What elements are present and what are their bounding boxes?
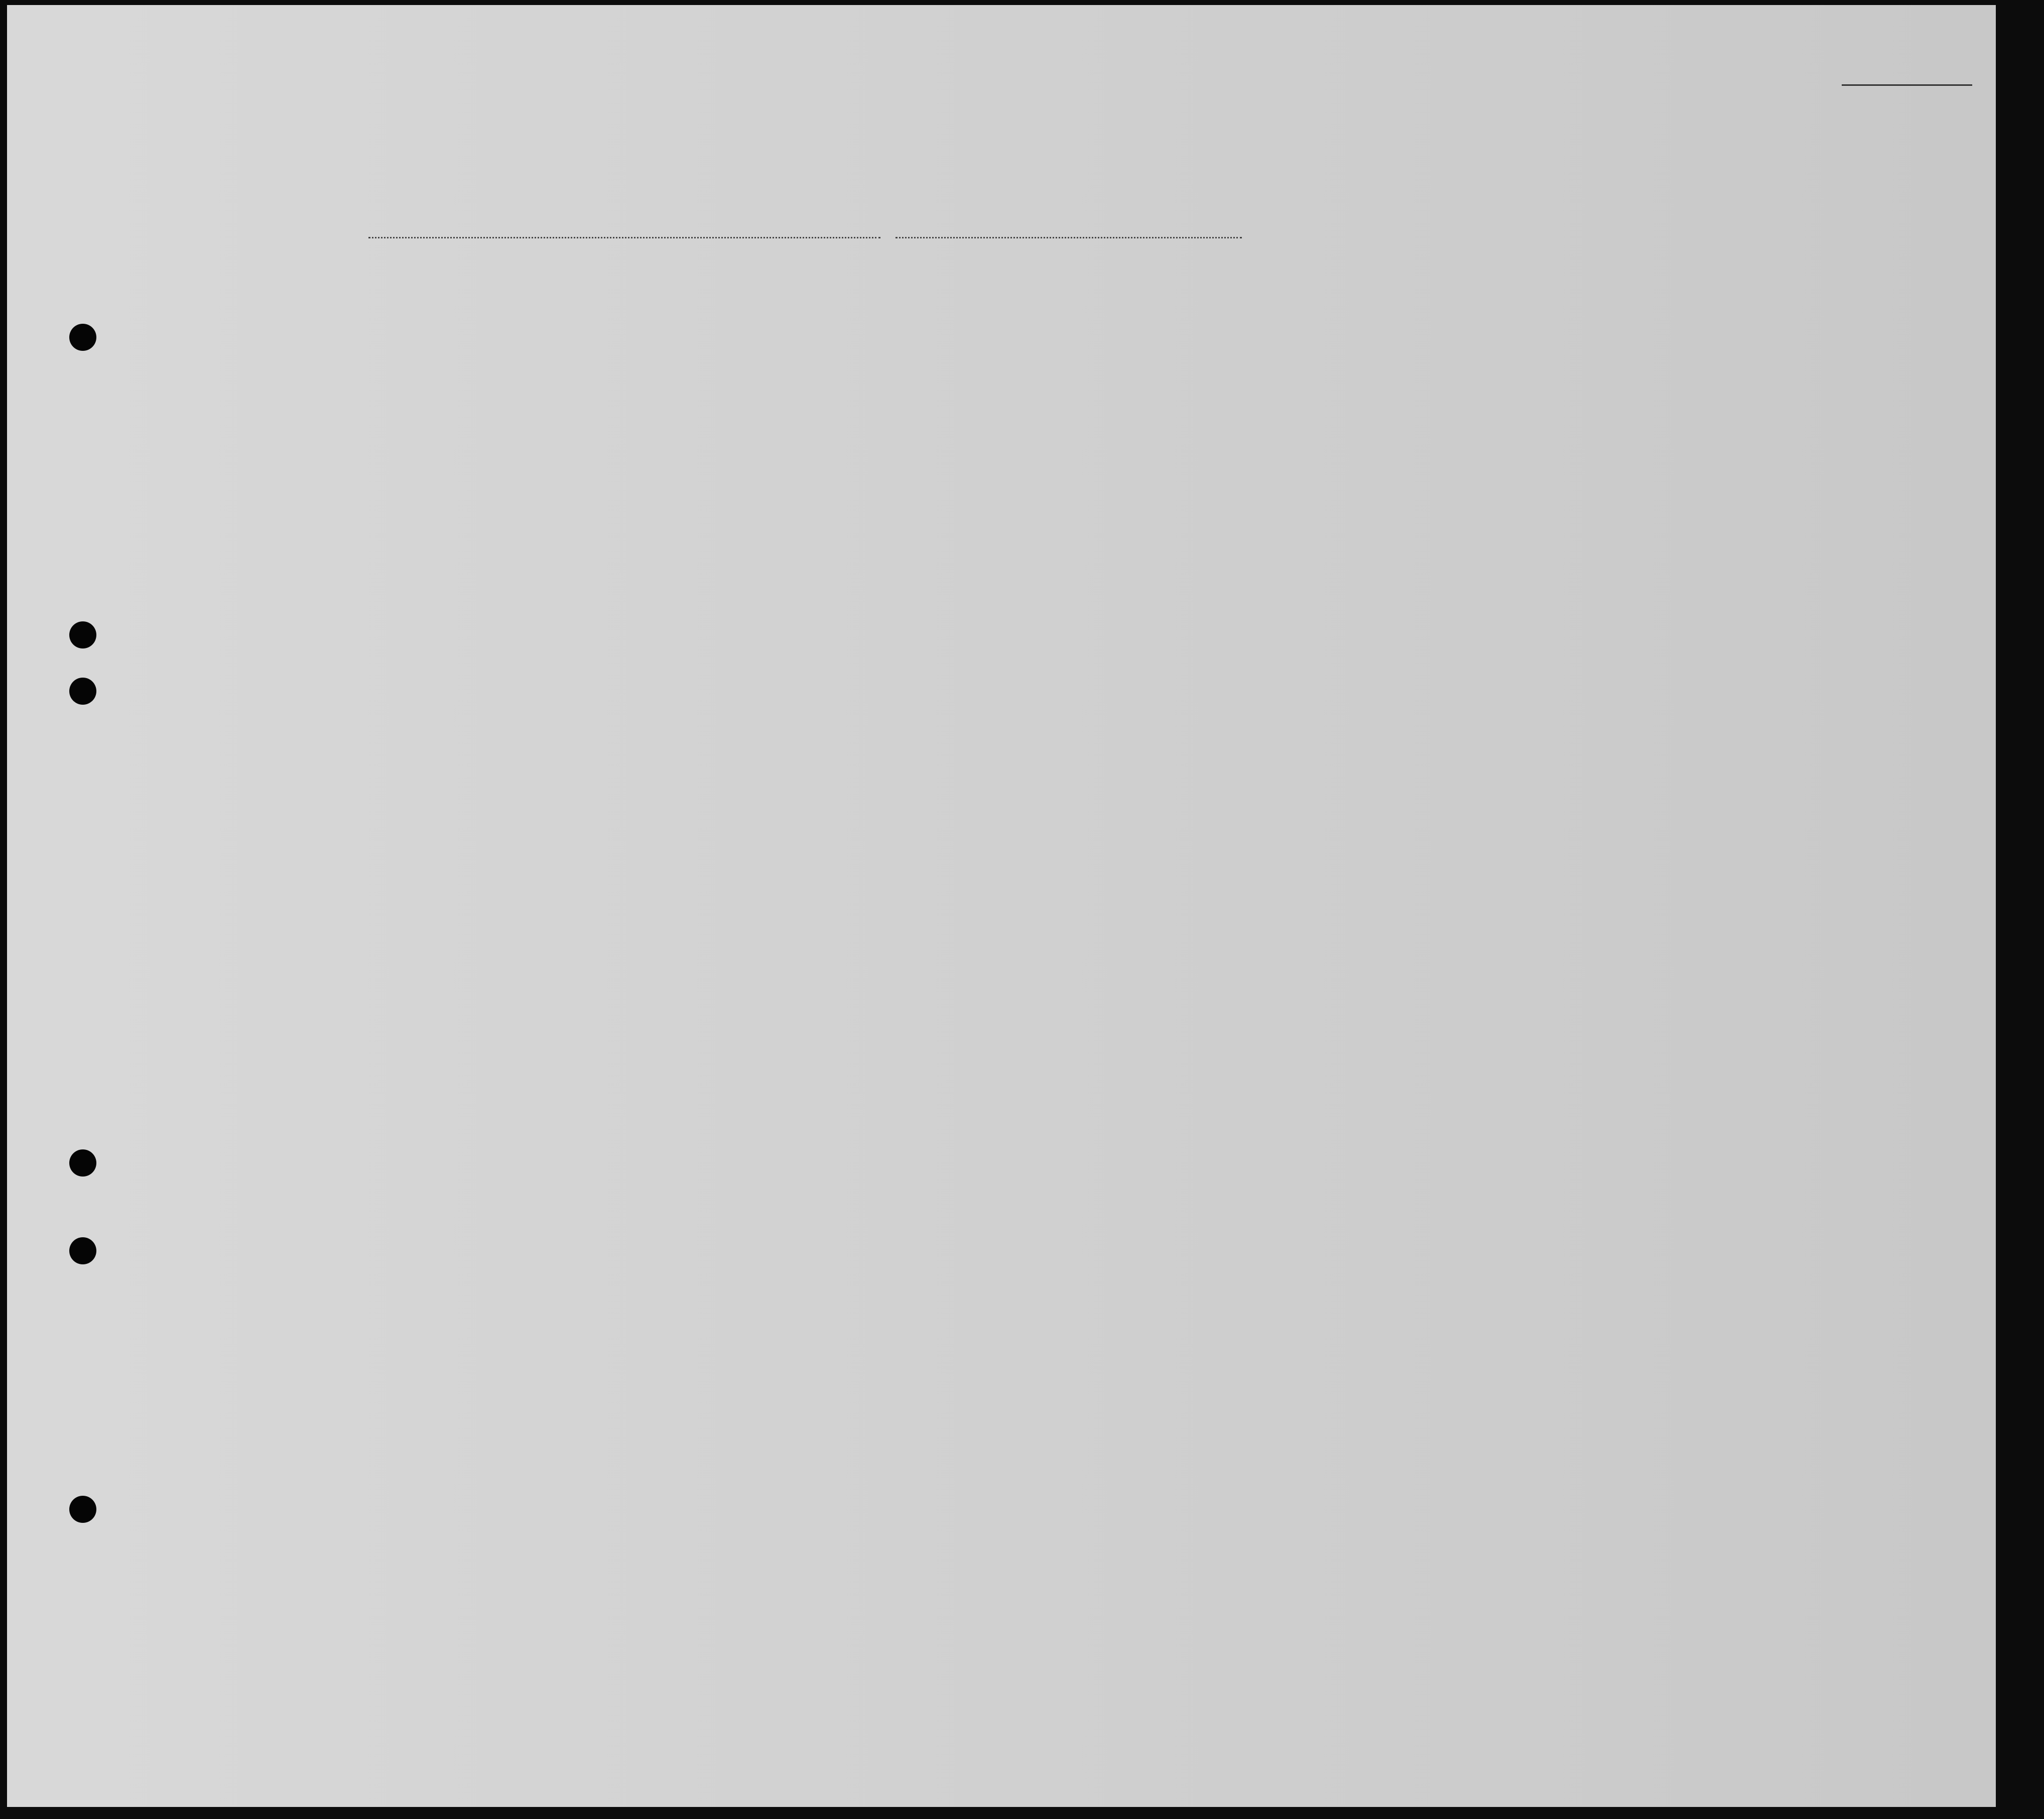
manifest-sheet — [7, 5, 1996, 1807]
punch-hole — [69, 1237, 96, 1264]
list-number-line — [1842, 84, 1972, 86]
port-dotted-line — [368, 237, 880, 238]
punch-hole — [69, 1496, 96, 1523]
manifest-table — [7, 5, 1996, 1807]
punch-hole — [69, 324, 96, 351]
punch-hole — [69, 678, 96, 705]
punch-hole — [69, 1149, 96, 1177]
punch-hole — [69, 621, 96, 648]
date-dotted-line — [896, 237, 1242, 238]
